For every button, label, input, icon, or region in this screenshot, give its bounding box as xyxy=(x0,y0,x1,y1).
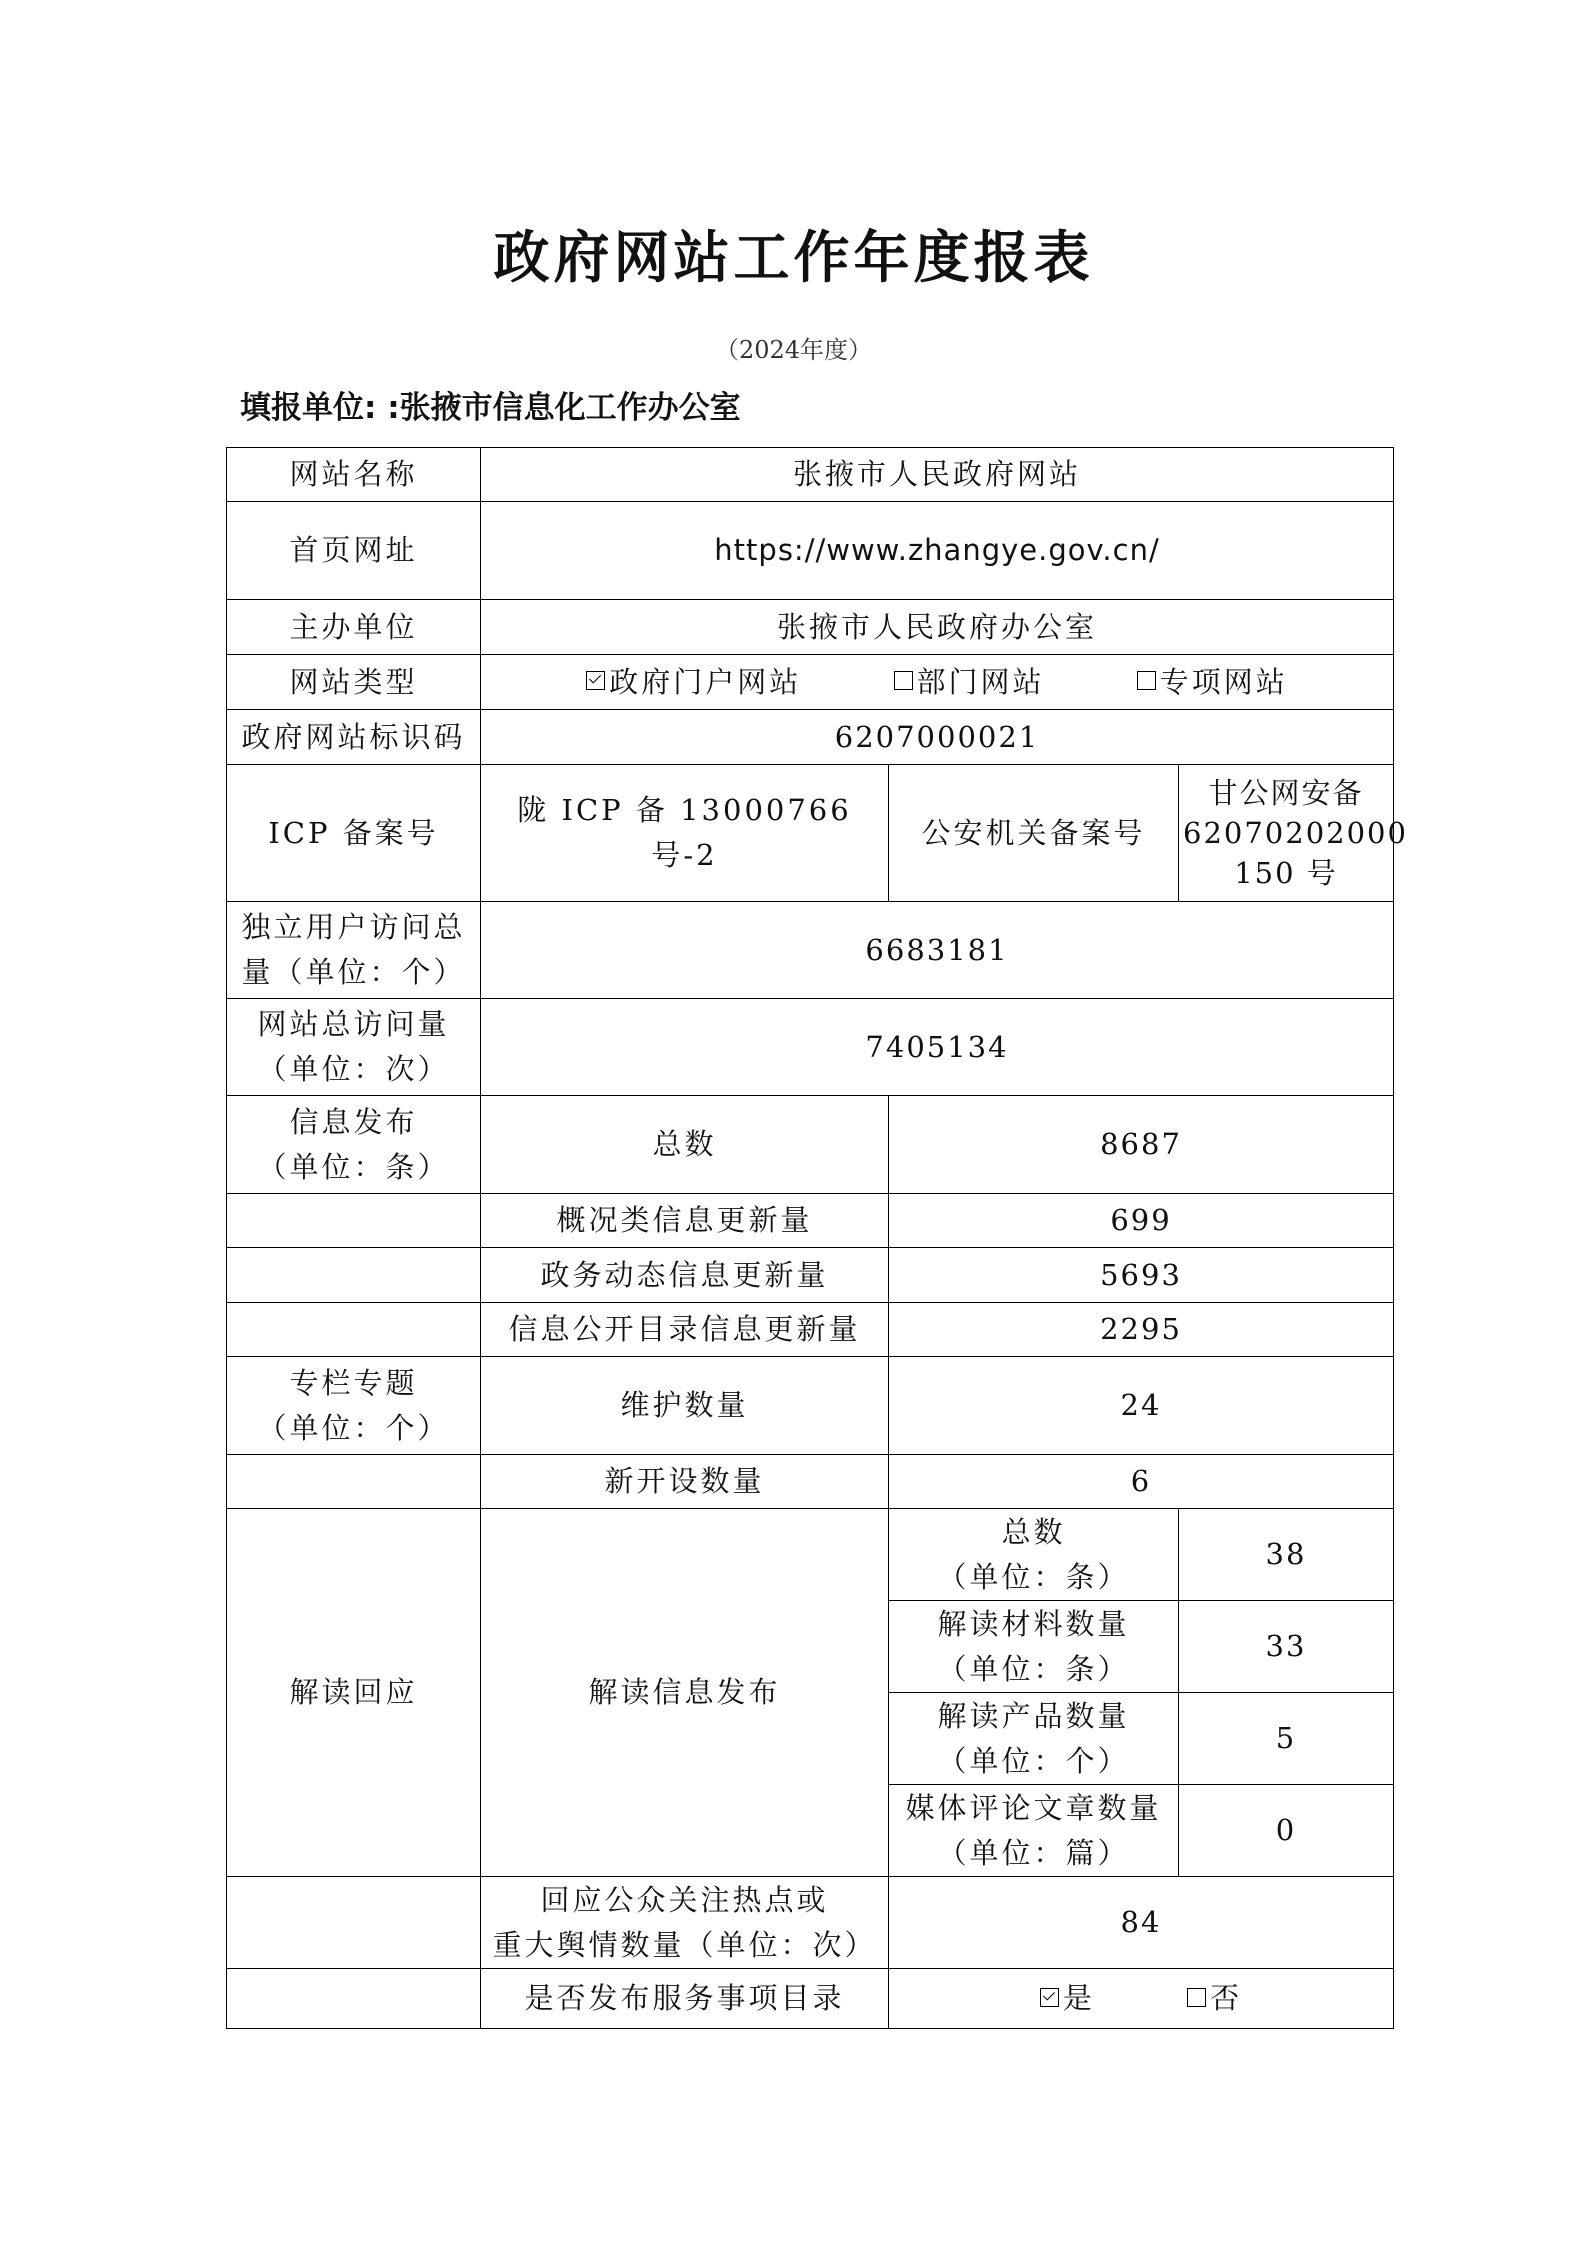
checkbox-icon[interactable] xyxy=(1187,1988,1206,2007)
interp-total-label xyxy=(889,1509,1179,1601)
table-row xyxy=(227,655,1394,710)
interp-material-value: 33 xyxy=(1179,1601,1394,1693)
option-label: 否 xyxy=(1210,1981,1243,2015)
interp-media-label xyxy=(889,1785,1179,1877)
option-label: 专项网站 xyxy=(1159,664,1288,699)
table-row xyxy=(227,1509,1394,1601)
table-row xyxy=(227,1969,1394,2029)
interp-product-value: 5 xyxy=(1179,1693,1394,1785)
label-line: 回应公众关注热点或 xyxy=(540,1882,829,1917)
label-line: （单位：篇） xyxy=(937,1835,1130,1870)
report-title: 政府网站工作年度报表 xyxy=(493,226,1094,291)
service-catalog-label: 是否发布服务事项目录 xyxy=(481,1969,889,2029)
police-value-line: 甘公网安备 xyxy=(1208,776,1364,810)
homepage-label: 首页网址 xyxy=(227,502,481,600)
option-special[interactable] xyxy=(1137,660,1288,705)
sponsor-value: 张掖市人民政府办公室 xyxy=(481,600,1394,655)
label-line: 总数 xyxy=(1001,1514,1066,1549)
label-line: （单位：条） xyxy=(937,1651,1130,1686)
table-row xyxy=(227,600,1394,655)
maintain-value: 24 xyxy=(889,1357,1394,1455)
empty-cell xyxy=(227,1248,481,1303)
report-table xyxy=(226,447,1408,2029)
label-line: 独立用户访问总 xyxy=(241,910,466,944)
service-catalog-options xyxy=(889,1969,1394,2029)
reporting-unit: 填报单位: :张掖市信息化工作办公室 xyxy=(240,390,741,426)
checked-box-icon[interactable] xyxy=(586,671,605,690)
option-department[interactable] xyxy=(894,660,1045,705)
unique-visitors-value: 6683181 xyxy=(481,902,1394,999)
label-line: （单位：个） xyxy=(937,1743,1130,1778)
columns-label xyxy=(227,1357,481,1455)
option-no[interactable] xyxy=(1187,1976,1242,2021)
interpretation-publish-label: 解读信息发布 xyxy=(481,1509,889,1877)
maintain-label: 维护数量 xyxy=(481,1357,889,1455)
checkbox-icon[interactable] xyxy=(1137,671,1156,690)
table-row xyxy=(227,1194,1394,1248)
table-row xyxy=(227,1877,1394,1969)
interpretation-label: 解读回应 xyxy=(227,1509,481,1877)
table-row xyxy=(227,999,1394,1096)
label-line: 媒体评论文章数量 xyxy=(905,1790,1162,1825)
site-type-options xyxy=(481,655,1394,710)
checkbox-icon[interactable] xyxy=(894,671,913,690)
police-value-line: 62070202000 xyxy=(1183,816,1408,850)
label-line: 信息发布 xyxy=(289,1104,418,1139)
homepage-url[interactable]: https://www.zhangye.gov.cn/ xyxy=(481,502,1394,600)
table-row xyxy=(227,1455,1394,1509)
response-value: 84 xyxy=(889,1877,1394,1969)
empty-cell xyxy=(227,1194,481,1248)
info-total-label: 总数 xyxy=(481,1096,889,1194)
new-columns-value: 6 xyxy=(889,1455,1394,1509)
unique-visitors-label xyxy=(227,902,481,999)
new-columns-label: 新开设数量 xyxy=(481,1455,889,1509)
interp-material-label xyxy=(889,1601,1179,1693)
site-name-value: 张掖市人民政府网站 xyxy=(481,448,1394,502)
police-record-value xyxy=(1179,765,1408,902)
interp-media-value: 0 xyxy=(1179,1785,1394,1877)
info-publish-label xyxy=(227,1096,481,1194)
catalog-label: 信息公开目录信息更新量 xyxy=(481,1303,889,1357)
table-row xyxy=(227,502,1394,600)
label-line: 解读产品数量 xyxy=(937,1698,1130,1733)
label-line: 专栏专题 xyxy=(289,1365,418,1400)
site-name-label: 网站名称 xyxy=(227,448,481,502)
overview-label: 概况类信息更新量 xyxy=(481,1194,889,1248)
label-line: 量（单位：个） xyxy=(241,955,466,989)
option-label: 政府门户网站 xyxy=(609,664,802,699)
info-total-value: 8687 xyxy=(889,1096,1394,1194)
affairs-value: 5693 xyxy=(889,1248,1394,1303)
label-line: 重大舆情数量（单位：次） xyxy=(492,1927,877,1962)
table-row xyxy=(227,1357,1394,1455)
option-yes[interactable] xyxy=(1040,1976,1095,2021)
table-row xyxy=(227,1303,1394,1357)
response-label xyxy=(481,1877,889,1969)
total-visits-value: 7405134 xyxy=(481,999,1394,1096)
catalog-value: 2295 xyxy=(889,1303,1394,1357)
police-value-line: 150 号 xyxy=(1234,856,1338,890)
empty-cell xyxy=(227,1303,481,1357)
site-code-label: 政府网站标识码 xyxy=(227,710,481,765)
checked-box-icon[interactable] xyxy=(1040,1988,1059,2007)
affairs-label: 政务动态信息更新量 xyxy=(481,1248,889,1303)
label-line: 解读材料数量 xyxy=(937,1606,1130,1641)
label-line: （单位：次） xyxy=(257,1052,450,1086)
total-visits-label xyxy=(227,999,481,1096)
site-type-label: 网站类型 xyxy=(227,655,481,710)
police-record-label: 公安机关备案号 xyxy=(889,765,1179,902)
empty-cell xyxy=(227,1455,481,1509)
sponsor-label: 主办单位 xyxy=(227,600,481,655)
empty-cell xyxy=(227,1877,481,1969)
site-code-value: 6207000021 xyxy=(481,710,1394,765)
label-line: （单位：条） xyxy=(937,1559,1130,1594)
interp-total-value: 38 xyxy=(1179,1509,1394,1601)
table-row xyxy=(227,1096,1394,1194)
label-line: 网站总访问量 xyxy=(257,1007,450,1041)
empty-cell xyxy=(227,1969,481,2029)
interp-product-label xyxy=(889,1693,1179,1785)
option-label: 部门网站 xyxy=(916,664,1045,699)
option-label: 是 xyxy=(1062,1981,1095,2015)
icp-value: 陇 ICP 备 13000766 号-2 xyxy=(481,765,889,902)
table-row xyxy=(227,1248,1394,1303)
table-row xyxy=(227,710,1394,765)
overview-value: 699 xyxy=(889,1194,1394,1248)
label-line: （单位：个） xyxy=(257,1410,450,1445)
table-row xyxy=(227,765,1394,902)
table-row xyxy=(227,448,1394,502)
label-line: （单位：条） xyxy=(257,1149,450,1184)
icp-label: ICP 备案号 xyxy=(227,765,481,902)
option-portal[interactable] xyxy=(586,660,801,705)
table-row xyxy=(227,902,1394,999)
report-year: （2024年度） xyxy=(714,336,873,364)
